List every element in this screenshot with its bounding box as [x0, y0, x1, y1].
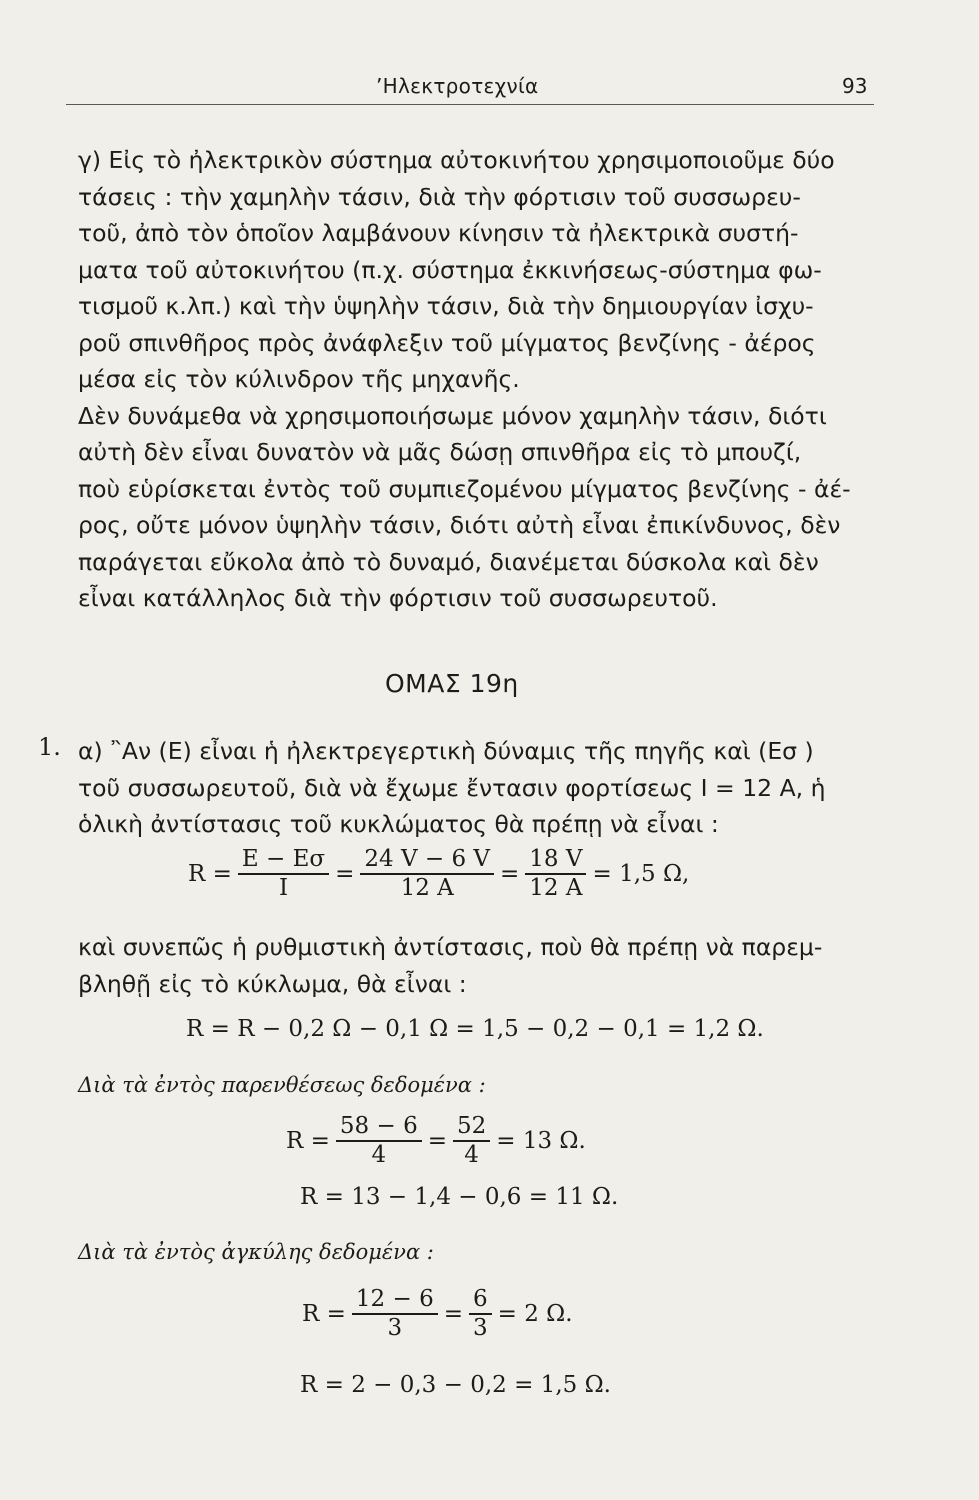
- fraction: [360, 846, 494, 902]
- denominator: 4: [371, 1141, 387, 1168]
- numerator: 24 V − 6 V: [364, 846, 491, 872]
- text-line: εἶναι κατάλληλος διὰ τὴν φόρτισιν τοῦ συσσωρευτοῦ.: [78, 584, 718, 612]
- numerator: 12 − 6: [355, 1286, 434, 1312]
- eq-lhs: R =: [188, 860, 232, 887]
- bracket-data-heading: Διὰ τὰ ἐντὸς ἀγκύλης δεδομένα :: [78, 1240, 434, 1264]
- text-line: καὶ συνεπῶς ἡ ρυθμιστικὴ ἀντίστασις, ποὺ θὰ πρέπῃ νὰ παρεμ-: [78, 933, 823, 961]
- numerator: 58 − 6: [339, 1113, 418, 1139]
- equation-bracket-total: [300, 1286, 575, 1342]
- equation-paren-total: [284, 1113, 588, 1169]
- paragraph-gamma: [78, 142, 878, 617]
- numerator: 52: [456, 1113, 487, 1139]
- text-line: παράγεται εὔκολα ἀπὸ τὸ δυναμό, διανέμεται δύσκολα καὶ δὲν: [78, 547, 819, 576]
- fraction: [238, 846, 329, 902]
- denominator: 3: [472, 1314, 488, 1341]
- text-line: α) ῍Αν (Ε) εἶναι ἡ ἠλεκτρεγερτικὴ δύναμις τῆς πηγῆς καὶ (Εσ ): [78, 737, 814, 765]
- text-line: ρος, οὔτε μόνον ὑψηλὴν τάσιν, διότι αὐτὴ εἶναι ἐπικίνδυνος, δὲν: [78, 511, 841, 539]
- text-line: ματα τοῦ αὐτοκινήτου (π.χ. σύστημα ἐκκινήσεως-σύστημα φω-: [78, 255, 822, 284]
- text-line: ροῦ σπινθῆρος πρὸς ἀνάφλεξιν τοῦ μίγματος βενζίνης - ἀέρος: [78, 328, 816, 357]
- fraction: [525, 846, 586, 902]
- running-head: ’Ηλεκτροτεχνία: [376, 74, 539, 98]
- text-line: τάσεις : τὴν χαμηλὴν τάσιν, διὰ τὴν φόρτισιν τοῦ συσσωρευ-: [78, 182, 801, 211]
- problem-number: 1.: [38, 733, 61, 761]
- denominator: 12 A: [529, 874, 583, 901]
- text-line: τοῦ, ἀπὸ τὸν ὁποῖον λαμβάνουν κίνησιν τὰ ἠλεκτρικὰ συστή-: [78, 219, 799, 247]
- equation-paren-regulating: R = 13 − 1,4 − 0,6 = 11 Ω.: [300, 1184, 619, 1210]
- fraction: [453, 1113, 490, 1169]
- text-line: Δὲν δυνάμεθα νὰ χρησιμοποιήσωμε μόνον χαμηλὴν τάσιν, διότι: [78, 401, 827, 430]
- text-line: τισμοῦ κ.λπ.) καὶ τὴν ὑψηλὴν τάσιν, διὰ τὴν δημιουργίαν ἰσχυ-: [78, 292, 814, 320]
- equation-regulating-resistance: R = R − 0,2 Ω − 0,1 Ω = 1,5 − 0,2 − 0,1 = 1,2 Ω.: [186, 1016, 764, 1042]
- section-heading: ΟΜΑΣ 19η: [385, 669, 519, 698]
- equals-sign: =: [500, 860, 520, 887]
- text-line: ποὺ εὑρίσκεται ἐντὸς τοῦ συμπιεζομένου μίγματος βενζίνης - ἀέ-: [78, 474, 851, 503]
- fraction: [336, 1113, 422, 1169]
- equation-bracket-regulating: R = 2 − 0,3 − 0,2 = 1,5 Ω.: [300, 1372, 611, 1398]
- equation-total-resistance: [186, 846, 691, 902]
- numerator: 6: [472, 1286, 488, 1312]
- page-number: 93: [842, 74, 868, 98]
- eq-result: = 2 Ω.: [497, 1300, 573, 1327]
- eq-result: = 13 Ω.: [496, 1127, 586, 1154]
- text-line: τοῦ συσσωρευτοῦ, διὰ νὰ ἔχωμε ἔντασιν φορτίσεως Ι = 12 A, ἡ: [78, 773, 826, 802]
- text-line: γ) Εἰς τὸ ἠλεκτρικὸν σύστημα αὐτοκινήτου χρησιμοποιοῦμε δύο: [78, 146, 835, 174]
- denominator: 3: [387, 1314, 403, 1341]
- text-line: ὁλικὴ ἀντίστασις τοῦ κυκλώματος θὰ πρέπῃ νὰ εἶναι :: [78, 810, 719, 838]
- problem-intro: [78, 733, 878, 843]
- equals-sign: =: [443, 1300, 463, 1327]
- denominator: 4: [464, 1141, 479, 1168]
- header-rule: [66, 104, 874, 105]
- eq-result: = 1,5 Ω,: [592, 860, 690, 887]
- eq-lhs: R =: [286, 1127, 330, 1154]
- equals-sign: =: [335, 860, 355, 887]
- text-line: μέσα εἰς τὸν κύλινδρον τῆς μηχανῆς.: [78, 365, 520, 393]
- eq-lhs: R =: [302, 1300, 346, 1327]
- text-line: βληθῇ εἰς τὸ κύκλωμα, θὰ εἶναι :: [78, 969, 467, 998]
- denominator: 12 A: [400, 874, 454, 901]
- equals-sign: =: [427, 1127, 447, 1154]
- fraction: [352, 1286, 438, 1342]
- text-line: αὐτὴ δὲν εἶναι δυνατὸν νὰ μᾶς δώσῃ σπινθῆρα εἰς τὸ μπουζί,: [78, 438, 802, 466]
- numerator: 18 V: [529, 846, 583, 872]
- problem-continuation: [78, 929, 878, 1002]
- numerator: E − Eσ: [241, 846, 326, 872]
- fraction: [469, 1286, 492, 1342]
- denominator: I: [278, 874, 289, 901]
- paren-data-heading: Διὰ τὰ ἐντὸς παρενθέσεως δεδομένα :: [78, 1073, 486, 1097]
